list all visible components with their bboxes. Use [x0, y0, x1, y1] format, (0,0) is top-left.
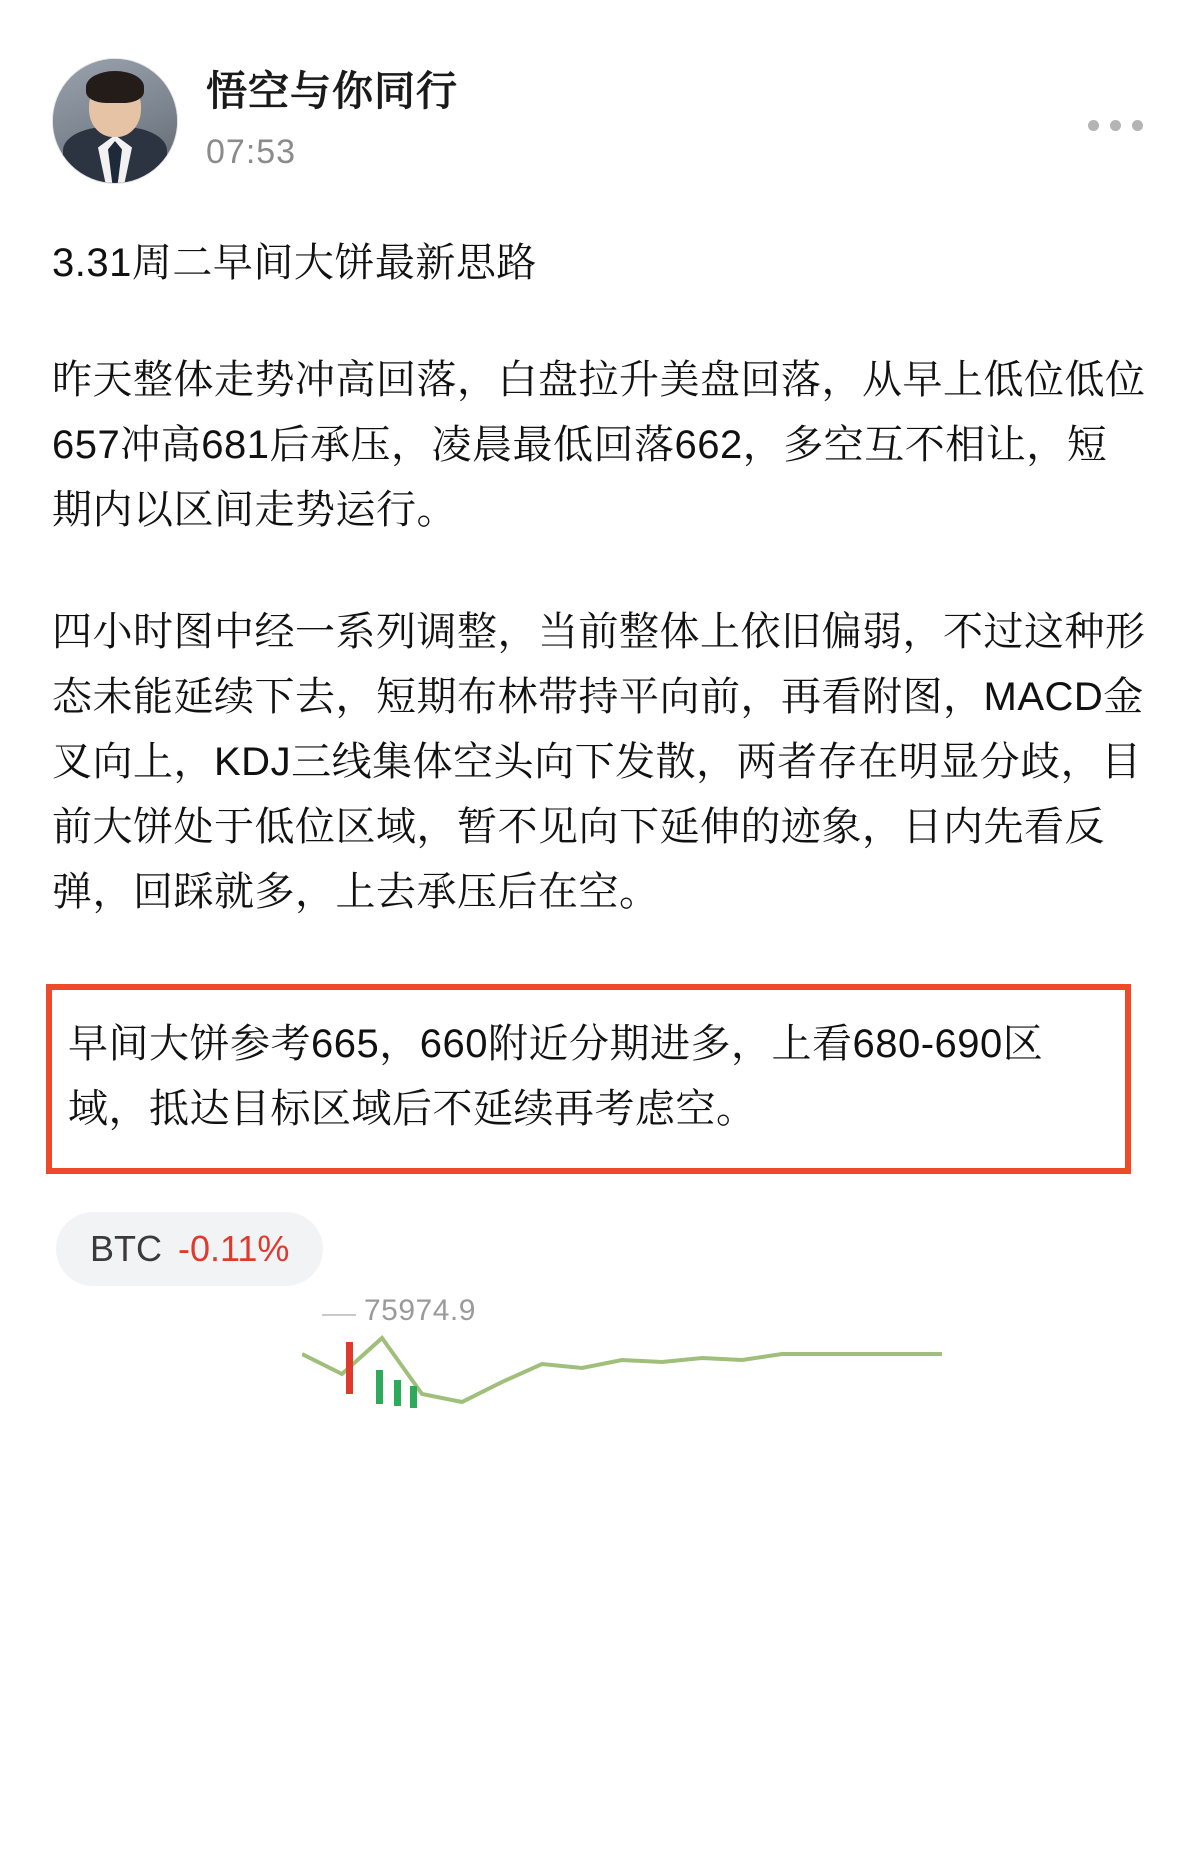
avatar[interactable] [52, 58, 178, 184]
post-paragraph-1: 昨天整体走势冲高回落，白盘拉升美盘回落，从早上低位低位657冲高681后承压，凌晨最低回落662，多空互不相让，短期内以区间走势运行。 [52, 358, 1146, 532]
post-paragraph-2: 四小时图中经一系列调整，当前整体上依旧偏弱，不过这种形态未能延续下去，短期布林带持平向前，再看附图，MACD金叉向上，KDJ三线集体空头向下发散，两者存在明显分歧，目前大饼处于低位区域，暂不见向下延伸的迹象，日内先看反弹，回踩就多，上去承压后在空。 [52, 610, 1146, 914]
more-dot-1 [1088, 120, 1099, 131]
post-header [0, 0, 1199, 184]
highlighted-strategy-box [46, 984, 1131, 1174]
mini-price-chart[interactable] [302, 1293, 942, 1416]
post-content [0, 236, 1199, 1416]
post-timestamp: 07:53 [206, 133, 297, 172]
candle-green-2 [394, 1380, 401, 1406]
more-horizontal-icon[interactable] [1088, 120, 1143, 131]
candle-red [346, 1342, 353, 1394]
ticker-change: -0.11% [178, 1227, 290, 1269]
ticker-symbol: BTC [90, 1227, 162, 1269]
post-title: 3.31周二早间大饼最新思路 [52, 241, 537, 285]
author-name[interactable]: 悟空与你同行 [206, 68, 458, 114]
sparkline-svg [302, 1324, 942, 1414]
chart-price-label: 75974.9 [364, 1293, 476, 1327]
candle-green-3 [410, 1386, 417, 1408]
more-dot-3 [1132, 120, 1143, 131]
avatar-hair [86, 71, 144, 103]
highlight-text: 早间大饼参考665，660附近分期进多，上看680-690区域，抵达目标区域后不延续再考虑空。 [68, 1022, 1044, 1132]
candle-green-1 [376, 1370, 383, 1404]
post-author-block [206, 58, 458, 172]
ticker-chip-btc[interactable] [56, 1212, 323, 1286]
chart-price-tick [322, 1314, 356, 1316]
more-dot-2 [1110, 120, 1121, 131]
